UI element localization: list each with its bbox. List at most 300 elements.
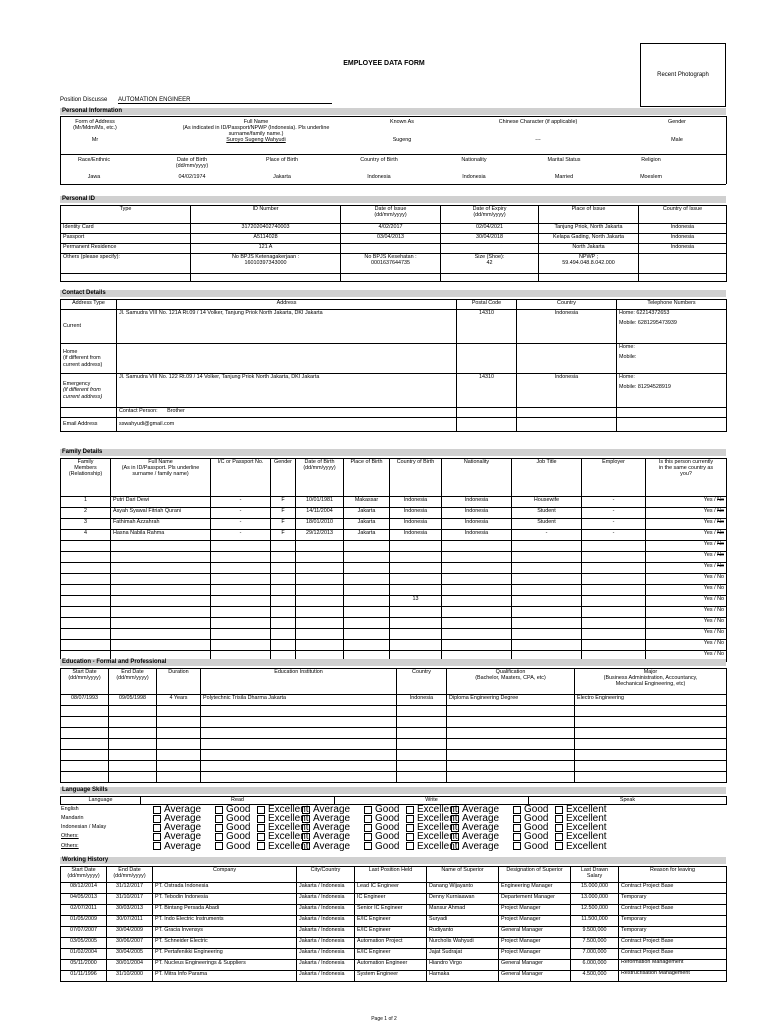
pid-cell[interactable]: 4/02/2017 bbox=[341, 224, 441, 234]
family-cell[interactable]: Hasna Nabila Rahma bbox=[111, 530, 211, 541]
family-cell[interactable] bbox=[442, 541, 512, 552]
family-cell[interactable]: F bbox=[271, 519, 296, 530]
same-country-answer[interactable] bbox=[646, 552, 727, 563]
education-cell[interactable] bbox=[447, 750, 575, 761]
work-cell[interactable]: 03/05/2005 bbox=[61, 938, 107, 949]
education-cell[interactable] bbox=[575, 739, 727, 750]
pid-cell[interactable]: 03/04/2013 bbox=[341, 234, 441, 244]
family-cell[interactable] bbox=[582, 640, 646, 651]
family-cell[interactable] bbox=[344, 640, 390, 651]
education-cell[interactable] bbox=[575, 706, 727, 717]
education-cell[interactable] bbox=[201, 772, 397, 783]
emergency-address[interactable]: Jl. Samudra VIII No. 122 Rt.09 / 14 Volker, Tanjung Priok North Jakarta, DKI Jakarta bbox=[117, 374, 457, 408]
no-option[interactable]: No bbox=[717, 618, 724, 624]
checkbox-icon[interactable] bbox=[364, 806, 372, 814]
work-cell[interactable]: PT. Pertafenikki Engineering bbox=[153, 949, 297, 960]
checkbox-icon[interactable] bbox=[406, 833, 414, 841]
education-cell[interactable] bbox=[157, 739, 201, 750]
family-cell[interactable] bbox=[211, 552, 271, 563]
home-address[interactable] bbox=[117, 344, 457, 374]
family-cell[interactable]: - bbox=[211, 530, 271, 541]
work-cell[interactable]: Project Manager bbox=[499, 938, 571, 949]
family-cell[interactable]: Jakarta bbox=[344, 530, 390, 541]
family-cell[interactable] bbox=[111, 618, 211, 629]
family-cell[interactable]: - bbox=[211, 497, 271, 508]
family-cell[interactable] bbox=[442, 585, 512, 596]
education-cell[interactable] bbox=[157, 706, 201, 717]
family-cell[interactable]: Fathimah Azzahrah bbox=[111, 519, 211, 530]
work-cell[interactable]: Jajat Sudrajat bbox=[427, 949, 499, 960]
education-cell[interactable] bbox=[397, 772, 447, 783]
education-cell[interactable] bbox=[61, 761, 109, 772]
family-cell[interactable] bbox=[271, 618, 296, 629]
language-option-average[interactable] bbox=[301, 842, 363, 851]
education-cell[interactable] bbox=[201, 750, 397, 761]
family-cell[interactable] bbox=[390, 574, 442, 585]
work-cell[interactable]: Jakarta / Indonesia bbox=[297, 916, 355, 927]
family-cell[interactable]: Housewife bbox=[512, 497, 582, 508]
pid-cell[interactable]: 30/04/2018 bbox=[441, 234, 539, 244]
family-cell[interactable]: F bbox=[271, 530, 296, 541]
work-cell[interactable]: Jakarta / Indonesia bbox=[297, 949, 355, 960]
no-option[interactable]: No bbox=[717, 607, 724, 613]
family-cell[interactable] bbox=[296, 607, 344, 618]
pid-cell[interactable]: 02/04/2021 bbox=[441, 224, 539, 234]
pid-cell[interactable]: North Jakarta bbox=[539, 244, 639, 254]
work-cell[interactable]: 15.000,000 bbox=[571, 883, 619, 894]
same-country-answer[interactable] bbox=[646, 574, 727, 585]
family-cell[interactable]: Indonesia bbox=[442, 519, 512, 530]
pid-cell[interactable] bbox=[639, 254, 727, 274]
family-cell[interactable]: 29/12/2013 bbox=[296, 530, 344, 541]
work-cell[interactable]: IC Engineer bbox=[355, 894, 427, 905]
family-cell[interactable] bbox=[582, 552, 646, 563]
work-cell[interactable]: Jakarta / Indonesia bbox=[297, 960, 355, 971]
family-cell[interactable]: Student bbox=[512, 508, 582, 519]
home-postal[interactable] bbox=[457, 344, 517, 374]
family-cell[interactable] bbox=[390, 640, 442, 651]
pid-empty-cell[interactable] bbox=[441, 274, 539, 282]
pid-cell[interactable]: Tanjung Priok, North Jakarta bbox=[539, 224, 639, 234]
work-cell[interactable]: Automation Project bbox=[355, 938, 427, 949]
pid-empty-cell[interactable] bbox=[341, 274, 441, 282]
checkbox-icon[interactable] bbox=[555, 824, 563, 832]
checkbox-icon[interactable] bbox=[302, 842, 310, 850]
family-cell[interactable] bbox=[61, 541, 111, 552]
same-country-answer[interactable] bbox=[646, 530, 727, 541]
education-cell[interactable] bbox=[575, 728, 727, 739]
education-cell[interactable]: Indonesia bbox=[397, 695, 447, 706]
pid-cell[interactable] bbox=[341, 244, 441, 254]
education-cell[interactable] bbox=[61, 706, 109, 717]
pid-cell[interactable]: No BPJS Kesehatan : 0001637644735 bbox=[341, 254, 441, 274]
checkbox-icon[interactable] bbox=[555, 833, 563, 841]
family-cell[interactable]: F bbox=[271, 508, 296, 519]
education-cell[interactable] bbox=[201, 706, 397, 717]
education-cell[interactable] bbox=[61, 717, 109, 728]
checkbox-icon[interactable] bbox=[153, 806, 161, 814]
family-cell[interactable] bbox=[390, 563, 442, 574]
work-cell[interactable]: 6.000,000 bbox=[571, 960, 619, 971]
family-cell[interactable] bbox=[512, 541, 582, 552]
family-cell[interactable] bbox=[344, 574, 390, 585]
work-cell[interactable]: Contract Project Base bbox=[619, 883, 727, 894]
family-cell[interactable] bbox=[111, 596, 211, 607]
family-cell[interactable]: - bbox=[211, 508, 271, 519]
family-cell[interactable] bbox=[442, 574, 512, 585]
education-cell[interactable]: Diploma Engineering Degree bbox=[447, 695, 575, 706]
work-cell[interactable]: 31/12/2017 bbox=[107, 883, 153, 894]
family-cell[interactable] bbox=[111, 563, 211, 574]
no-option[interactable]: No bbox=[717, 508, 724, 514]
family-cell[interactable]: 3 bbox=[61, 519, 111, 530]
family-cell[interactable] bbox=[211, 541, 271, 552]
family-cell[interactable]: Jakarta bbox=[344, 519, 390, 530]
family-cell[interactable] bbox=[61, 574, 111, 585]
family-cell[interactable] bbox=[111, 541, 211, 552]
family-cell[interactable] bbox=[211, 596, 271, 607]
work-cell[interactable]: 11.500,000 bbox=[571, 916, 619, 927]
education-cell[interactable] bbox=[447, 761, 575, 772]
family-cell[interactable] bbox=[61, 552, 111, 563]
family-cell[interactable] bbox=[442, 618, 512, 629]
work-cell[interactable]: 07/07/2007 bbox=[61, 927, 107, 938]
same-country-answer[interactable] bbox=[646, 640, 727, 651]
yes-option[interactable]: Yes / bbox=[703, 651, 716, 657]
checkbox-icon[interactable] bbox=[257, 815, 265, 823]
work-cell[interactable]: Temporary bbox=[619, 894, 727, 905]
yes-option[interactable]: Yes / bbox=[703, 508, 716, 514]
family-cell[interactable] bbox=[512, 563, 582, 574]
emergency-country[interactable]: Indonesia bbox=[517, 374, 617, 408]
education-cell[interactable] bbox=[397, 706, 447, 717]
family-cell[interactable] bbox=[211, 629, 271, 640]
work-cell[interactable]: E/IC Engineer bbox=[355, 949, 427, 960]
no-option[interactable]: No bbox=[717, 651, 724, 657]
family-cell[interactable]: Indonesia bbox=[390, 519, 442, 530]
work-cell[interactable]: 9.500,000 bbox=[571, 927, 619, 938]
work-cell[interactable]: 7.500,000 bbox=[571, 938, 619, 949]
family-cell[interactable] bbox=[296, 618, 344, 629]
work-cell[interactable]: 12.500,000 bbox=[571, 905, 619, 916]
family-cell[interactable]: Indonesia bbox=[390, 530, 442, 541]
education-cell[interactable] bbox=[61, 739, 109, 750]
checkbox-icon[interactable] bbox=[153, 842, 161, 850]
pid-empty-cell[interactable] bbox=[539, 274, 639, 282]
pid-cell[interactable]: 3172020402740003 bbox=[191, 224, 341, 234]
work-cell[interactable]: Mansur Ahmad bbox=[427, 905, 499, 916]
family-cell[interactable] bbox=[271, 585, 296, 596]
family-cell[interactable] bbox=[296, 552, 344, 563]
pid-cell[interactable]: A5114028 bbox=[191, 234, 341, 244]
pid-cell[interactable]: Size (Shoe): 42 bbox=[441, 254, 539, 274]
education-cell[interactable] bbox=[157, 717, 201, 728]
family-cell[interactable] bbox=[296, 541, 344, 552]
family-cell[interactable] bbox=[271, 541, 296, 552]
family-cell[interactable] bbox=[582, 618, 646, 629]
family-cell[interactable] bbox=[61, 640, 111, 651]
work-cell[interactable]: Suryadi bbox=[427, 916, 499, 927]
language-option-good[interactable] bbox=[512, 842, 554, 851]
family-cell[interactable]: 13 bbox=[390, 596, 442, 607]
family-cell[interactable] bbox=[582, 541, 646, 552]
family-cell[interactable]: Asyah Syawal Fitriah Qurani bbox=[111, 508, 211, 519]
checkbox-icon[interactable] bbox=[215, 815, 223, 823]
work-cell[interactable]: Harnaka bbox=[427, 971, 499, 982]
checkbox-icon[interactable] bbox=[257, 842, 265, 850]
work-cell[interactable]: PT. Mitra Info Parama bbox=[153, 971, 297, 982]
work-cell[interactable]: Jakarta / Indonesia bbox=[297, 927, 355, 938]
family-cell[interactable] bbox=[271, 552, 296, 563]
no-option[interactable]: No bbox=[717, 640, 724, 646]
family-cell[interactable] bbox=[296, 585, 344, 596]
family-cell[interactable] bbox=[344, 563, 390, 574]
checkbox-icon[interactable] bbox=[513, 815, 521, 823]
same-country-answer[interactable] bbox=[646, 541, 727, 552]
family-cell[interactable] bbox=[582, 574, 646, 585]
gender-value[interactable]: Male bbox=[671, 137, 683, 143]
family-cell[interactable] bbox=[442, 607, 512, 618]
checkbox-icon[interactable] bbox=[215, 833, 223, 841]
same-country-answer[interactable] bbox=[646, 519, 727, 530]
family-cell[interactable] bbox=[582, 596, 646, 607]
family-cell[interactable] bbox=[296, 596, 344, 607]
work-cell[interactable]: Denny Kurniaawan bbox=[427, 894, 499, 905]
education-cell[interactable] bbox=[397, 739, 447, 750]
family-cell[interactable]: - bbox=[582, 508, 646, 519]
family-cell[interactable] bbox=[390, 629, 442, 640]
yes-option[interactable]: Yes / bbox=[703, 519, 716, 525]
checkbox-icon[interactable] bbox=[364, 842, 372, 850]
family-cell[interactable] bbox=[344, 607, 390, 618]
country-of-birth-value[interactable]: Indonesia bbox=[367, 174, 391, 180]
education-cell[interactable] bbox=[201, 761, 397, 772]
current-address[interactable]: Jl. Samudra VIII No. 121A Rt.09 / 14 Volker, Tanjung Priok North Jakarta, DKI Jakarta bbox=[117, 310, 457, 344]
education-cell[interactable] bbox=[397, 728, 447, 739]
family-cell[interactable] bbox=[442, 629, 512, 640]
language-option-excellent[interactable] bbox=[256, 840, 309, 852]
work-cell[interactable]: Hiandro Virgo bbox=[427, 960, 499, 971]
work-cell[interactable]: Restrucrisation Management bbox=[619, 971, 727, 982]
work-cell[interactable]: Danang Wijayanto bbox=[427, 883, 499, 894]
work-cell[interactable]: Jakarta / Indonesia bbox=[297, 905, 355, 916]
pid-cell[interactable]: Indonesia bbox=[639, 234, 727, 244]
family-cell[interactable]: Student bbox=[512, 519, 582, 530]
language-option-good[interactable] bbox=[363, 842, 405, 851]
family-cell[interactable] bbox=[211, 574, 271, 585]
work-cell[interactable]: 31/10/2017 bbox=[107, 894, 153, 905]
pid-cell[interactable]: Indonesia bbox=[639, 244, 727, 254]
language-option-excellent[interactable] bbox=[405, 840, 458, 852]
work-cell[interactable]: 30/04/2009 bbox=[107, 927, 153, 938]
same-country-answer[interactable] bbox=[646, 508, 727, 519]
language-option-average[interactable] bbox=[152, 842, 214, 851]
work-cell[interactable]: Project Manager bbox=[499, 905, 571, 916]
current-phones[interactable] bbox=[617, 310, 727, 344]
family-cell[interactable]: Indonesia bbox=[442, 530, 512, 541]
education-cell[interactable] bbox=[61, 728, 109, 739]
emergency-phones[interactable] bbox=[617, 374, 727, 408]
family-cell[interactable] bbox=[211, 618, 271, 629]
work-cell[interactable]: PT. Gracia Invensys bbox=[153, 927, 297, 938]
work-cell[interactable]: Contract Project Base bbox=[619, 949, 727, 960]
education-cell[interactable] bbox=[575, 717, 727, 728]
no-option[interactable]: No bbox=[717, 596, 724, 602]
checkbox-icon[interactable] bbox=[257, 824, 265, 832]
yes-option[interactable]: Yes / bbox=[703, 530, 716, 536]
work-cell[interactable]: Nurcholis Wahyudi bbox=[427, 938, 499, 949]
checkbox-icon[interactable] bbox=[257, 806, 265, 814]
family-cell[interactable] bbox=[512, 640, 582, 651]
no-option[interactable]: No bbox=[717, 519, 724, 525]
same-country-answer[interactable] bbox=[646, 585, 727, 596]
family-cell[interactable]: - bbox=[582, 519, 646, 530]
family-cell[interactable] bbox=[344, 552, 390, 563]
education-cell[interactable]: 08/07/1993 bbox=[61, 695, 109, 706]
family-cell[interactable]: Indonesia bbox=[442, 497, 512, 508]
yes-option[interactable]: Yes / bbox=[703, 552, 716, 558]
work-cell[interactable]: E/IC Engineer bbox=[355, 916, 427, 927]
education-cell[interactable] bbox=[201, 717, 397, 728]
education-cell[interactable] bbox=[157, 728, 201, 739]
family-cell[interactable] bbox=[512, 574, 582, 585]
yes-option[interactable]: Yes / bbox=[703, 596, 716, 602]
contact-person[interactable] bbox=[117, 408, 457, 418]
family-cell[interactable] bbox=[111, 640, 211, 651]
family-cell[interactable] bbox=[442, 640, 512, 651]
work-cell[interactable]: 7.000,000 bbox=[571, 949, 619, 960]
known-as-value[interactable]: Sugeng bbox=[392, 137, 412, 143]
work-cell[interactable]: Project Manager bbox=[499, 916, 571, 927]
family-cell[interactable] bbox=[512, 552, 582, 563]
pid-empty-cell[interactable] bbox=[61, 274, 191, 282]
language-option-average[interactable] bbox=[450, 842, 512, 851]
family-cell[interactable] bbox=[442, 563, 512, 574]
family-cell[interactable] bbox=[211, 563, 271, 574]
education-cell[interactable] bbox=[109, 706, 157, 717]
no-option[interactable]: No bbox=[717, 574, 724, 580]
work-cell[interactable]: Lead IC Engineer bbox=[355, 883, 427, 894]
family-cell[interactable] bbox=[61, 618, 111, 629]
family-cell[interactable] bbox=[512, 618, 582, 629]
pid-cell[interactable] bbox=[441, 244, 539, 254]
family-cell[interactable] bbox=[582, 585, 646, 596]
checkbox-icon[interactable] bbox=[406, 824, 414, 832]
no-option[interactable]: No bbox=[717, 585, 724, 591]
education-cell[interactable] bbox=[397, 761, 447, 772]
family-cell[interactable] bbox=[390, 585, 442, 596]
language-option-good[interactable] bbox=[214, 842, 256, 851]
family-cell[interactable] bbox=[582, 607, 646, 618]
family-cell[interactable] bbox=[111, 629, 211, 640]
work-cell[interactable]: PT. Nucleus Engineerings & Suppliers bbox=[153, 960, 297, 971]
family-cell[interactable] bbox=[211, 585, 271, 596]
family-cell[interactable] bbox=[512, 585, 582, 596]
work-cell[interactable]: 4.500,000 bbox=[571, 971, 619, 982]
family-cell[interactable] bbox=[442, 596, 512, 607]
family-cell[interactable] bbox=[111, 585, 211, 596]
work-cell[interactable]: Contract Project Base bbox=[619, 905, 727, 916]
family-cell[interactable]: Putri Dari Dewi bbox=[111, 497, 211, 508]
family-cell[interactable]: F bbox=[271, 497, 296, 508]
religion-value[interactable]: Moeslem bbox=[640, 174, 662, 180]
family-cell[interactable]: 10/01/1981 bbox=[296, 497, 344, 508]
position-value[interactable]: AUTOMATION ENGINEER bbox=[118, 97, 332, 104]
family-cell[interactable] bbox=[344, 585, 390, 596]
family-cell[interactable]: 2 bbox=[61, 508, 111, 519]
email-value[interactable]: sswahyudi@gmail.com bbox=[117, 418, 457, 432]
education-cell[interactable] bbox=[61, 772, 109, 783]
work-cell[interactable]: 31/10/2000 bbox=[107, 971, 153, 982]
family-cell[interactable]: - bbox=[582, 530, 646, 541]
family-cell[interactable]: Makassar bbox=[344, 497, 390, 508]
checkbox-icon[interactable] bbox=[406, 815, 414, 823]
family-cell[interactable] bbox=[61, 596, 111, 607]
family-cell[interactable] bbox=[61, 563, 111, 574]
yes-option[interactable]: Yes / bbox=[703, 640, 716, 646]
checkbox-icon[interactable] bbox=[364, 815, 372, 823]
family-cell[interactable] bbox=[111, 574, 211, 585]
yes-option[interactable]: Yes / bbox=[703, 618, 716, 624]
work-cell[interactable]: General Manager bbox=[499, 971, 571, 982]
family-cell[interactable] bbox=[271, 596, 296, 607]
family-cell[interactable] bbox=[296, 640, 344, 651]
emergency-postal[interactable]: 14310 bbox=[457, 374, 517, 408]
language-option-excellent[interactable] bbox=[554, 840, 607, 852]
family-cell[interactable] bbox=[271, 640, 296, 651]
checkbox-icon[interactable] bbox=[451, 842, 459, 850]
pid-cell[interactable]: NPWP ; 59.494.048.8.042.000 bbox=[539, 254, 639, 274]
education-cell[interactable] bbox=[109, 761, 157, 772]
family-cell[interactable] bbox=[61, 629, 111, 640]
family-cell[interactable] bbox=[390, 541, 442, 552]
checkbox-icon[interactable] bbox=[364, 833, 372, 841]
family-cell[interactable] bbox=[390, 607, 442, 618]
no-option[interactable]: No bbox=[717, 552, 724, 558]
work-cell[interactable]: Engineering Manager bbox=[499, 883, 571, 894]
family-cell[interactable] bbox=[211, 640, 271, 651]
no-option[interactable]: No bbox=[717, 541, 724, 547]
education-cell[interactable] bbox=[109, 750, 157, 761]
family-cell[interactable]: Indonesia bbox=[390, 508, 442, 519]
work-cell[interactable]: 13.000,000 bbox=[571, 894, 619, 905]
work-cell[interactable]: 01/02/2004 bbox=[61, 949, 107, 960]
pid-empty-cell[interactable] bbox=[639, 274, 727, 282]
education-cell[interactable] bbox=[447, 717, 575, 728]
work-cell[interactable]: PT. Bintang Persada Abadi bbox=[153, 905, 297, 916]
checkbox-icon[interactable] bbox=[555, 842, 563, 850]
yes-option[interactable]: Yes / bbox=[703, 497, 716, 503]
family-cell[interactable] bbox=[344, 618, 390, 629]
no-option[interactable]: No bbox=[717, 563, 724, 569]
work-cell[interactable]: General Manager bbox=[499, 960, 571, 971]
work-cell[interactable]: 30/04/2005 bbox=[107, 949, 153, 960]
yes-option[interactable]: Yes / bbox=[703, 607, 716, 613]
family-cell[interactable] bbox=[211, 607, 271, 618]
family-cell[interactable]: - bbox=[582, 497, 646, 508]
education-cell[interactable] bbox=[109, 717, 157, 728]
checkbox-icon[interactable] bbox=[513, 842, 521, 850]
yes-option[interactable]: Yes / bbox=[703, 563, 716, 569]
work-cell[interactable]: Project Manager bbox=[499, 949, 571, 960]
work-cell[interactable]: Rudiyanto bbox=[427, 927, 499, 938]
checkbox-icon[interactable] bbox=[215, 806, 223, 814]
yes-option[interactable]: Yes / bbox=[703, 541, 716, 547]
work-cell[interactable]: PT. Ostrada Indonesia bbox=[153, 883, 297, 894]
home-country[interactable] bbox=[517, 344, 617, 374]
family-cell[interactable] bbox=[344, 541, 390, 552]
work-cell[interactable]: PT. Indo Electric Instruments bbox=[153, 916, 297, 927]
